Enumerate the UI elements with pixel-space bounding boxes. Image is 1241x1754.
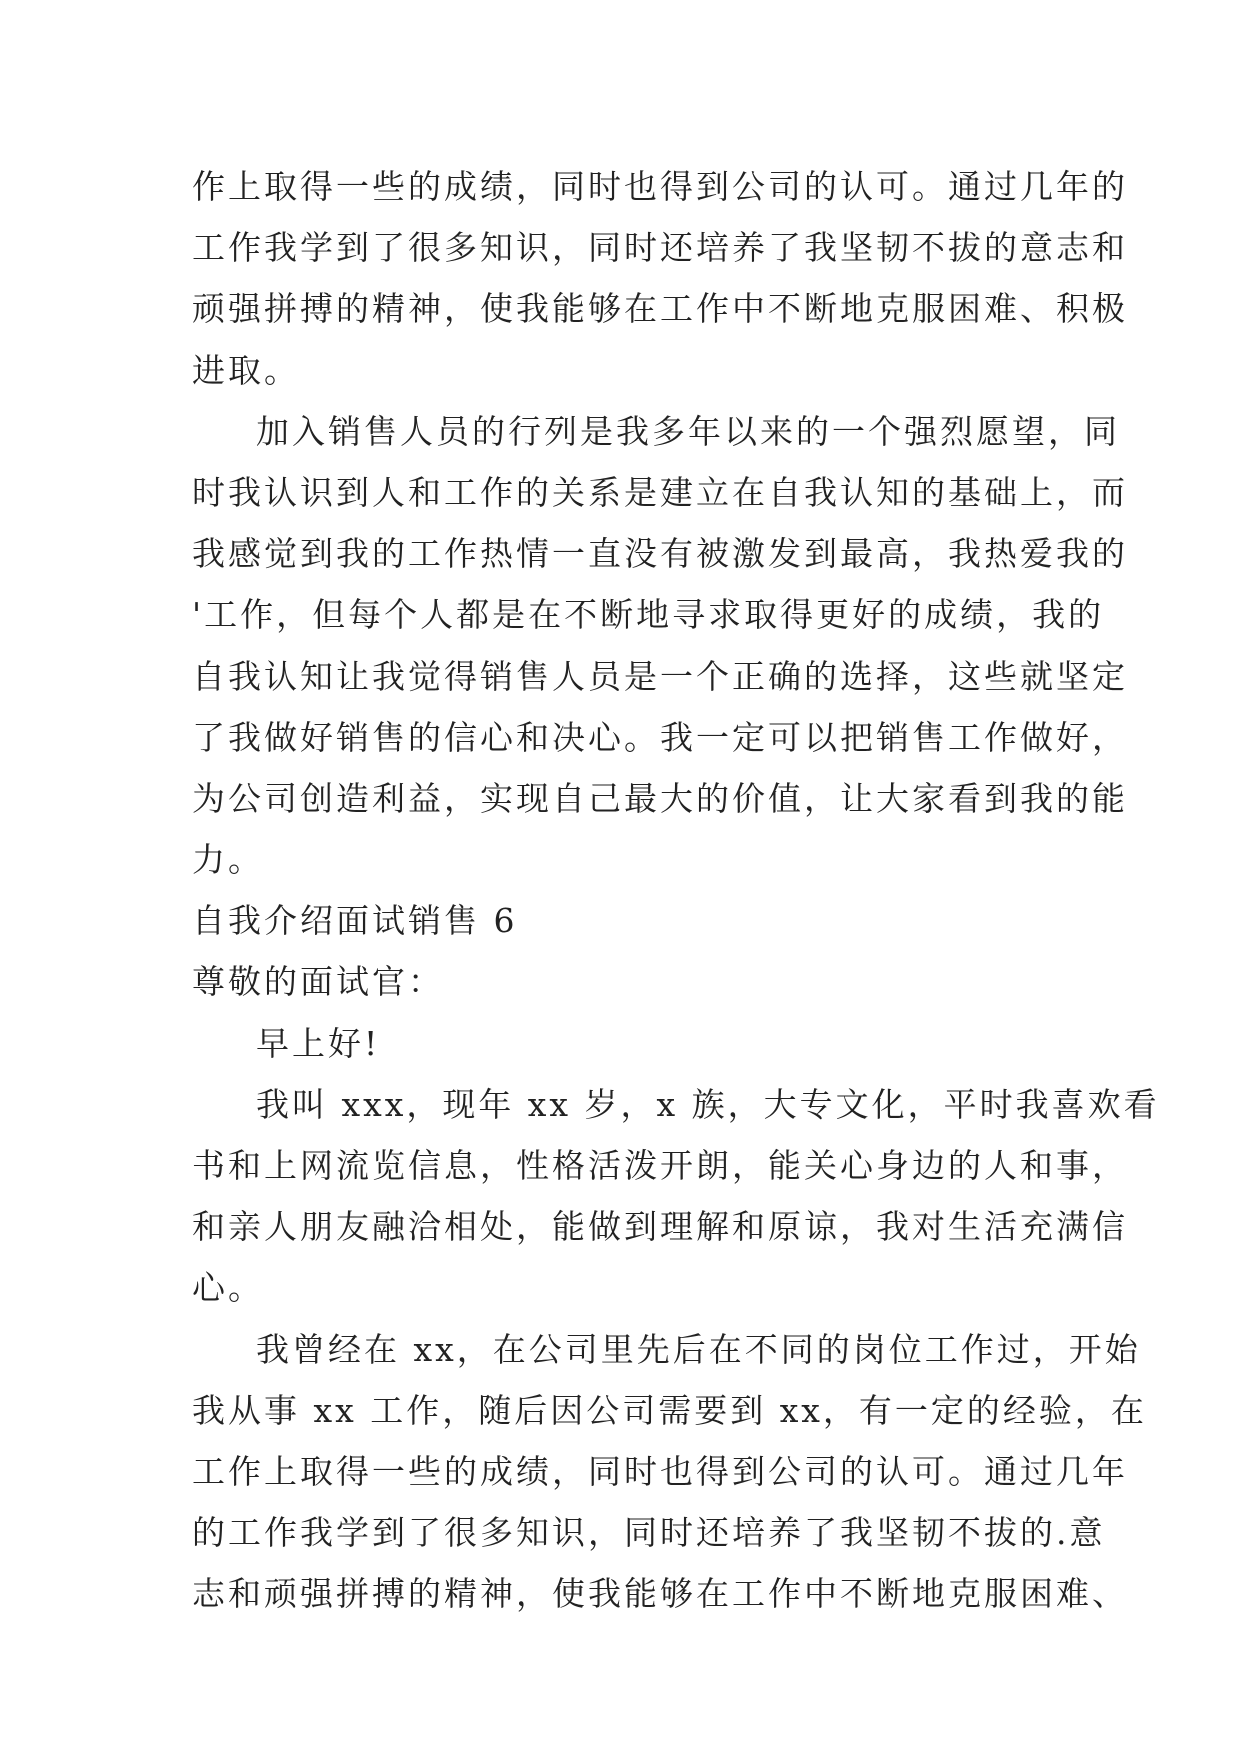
- salutation: 尊敬的面试官：: [192, 962, 444, 1002]
- text-line: 顽强拼搏的精神，使我能够在工作中不断地克服困难、积极: [192, 289, 1128, 329]
- greeting: 早上好!: [256, 1023, 381, 1063]
- text-line: 时我认识到人和工作的关系是建立在自我认知的基础上，而: [192, 472, 1128, 512]
- text-line: 书和上网流览信息，性格活泼开朗，能关心身边的人和事，: [192, 1146, 1128, 1185]
- text-line: 的工作我学到了很多知识，同时还培养了我坚韧不拔的.意: [192, 1513, 1106, 1553]
- text-line: 工作我学到了很多知识，同时还培养了我坚韧不拔的意志和: [192, 228, 1128, 268]
- document-body: [192, 156, 1160, 1625]
- text-line: 我曾经在 xx，在公司里先后在不同的岗位工作过，开始: [256, 1329, 1141, 1369]
- text-line: 作上取得一些的成绩，同时也得到公司的认可。通过几年的: [192, 167, 1128, 206]
- text-line: 自我认知让我觉得销售人员是一个正确的选择，这些就坚定: [192, 656, 1128, 696]
- text-line: 心。: [192, 1268, 264, 1308]
- text-line: 力。: [192, 840, 264, 880]
- text-line: 进取。: [192, 350, 300, 390]
- text-line: 加入销售人员的行列是我多年以来的一个强烈愿望，同: [256, 411, 1120, 451]
- text-line: 我感觉到我的工作热情一直没有被激发到最高，我热爱我的: [192, 534, 1128, 574]
- section-heading: 自我介绍面试销售 6: [192, 901, 518, 941]
- text-line: 志和顽强拼搏的精神，使我能够在工作中不断地克服困难、: [192, 1574, 1128, 1614]
- text-line: 和亲人朋友融洽相处，能做到理解和原谅，我对生活充满信: [192, 1207, 1128, 1247]
- text-line: 我从事 xx 工作，随后因公司需要到 xx，有一定的经验，在: [192, 1390, 1147, 1430]
- text-line: 我叫 xxx，现年 xx 岁，x 族，大专文化，平时我喜欢看: [256, 1084, 1160, 1124]
- text-line: '工作，但每个人都是在不断地寻求取得更好的成绩，我的: [192, 595, 1105, 635]
- text-line: 为公司创造利益，实现自己最大的价值，让大家看到我的能: [192, 778, 1128, 818]
- text-line: 工作上取得一些的成绩，同时也得到公司的认可。通过几年: [192, 1451, 1128, 1491]
- text-line: 了我做好销售的信心和决心。我一定可以把销售工作做好，: [192, 717, 1128, 757]
